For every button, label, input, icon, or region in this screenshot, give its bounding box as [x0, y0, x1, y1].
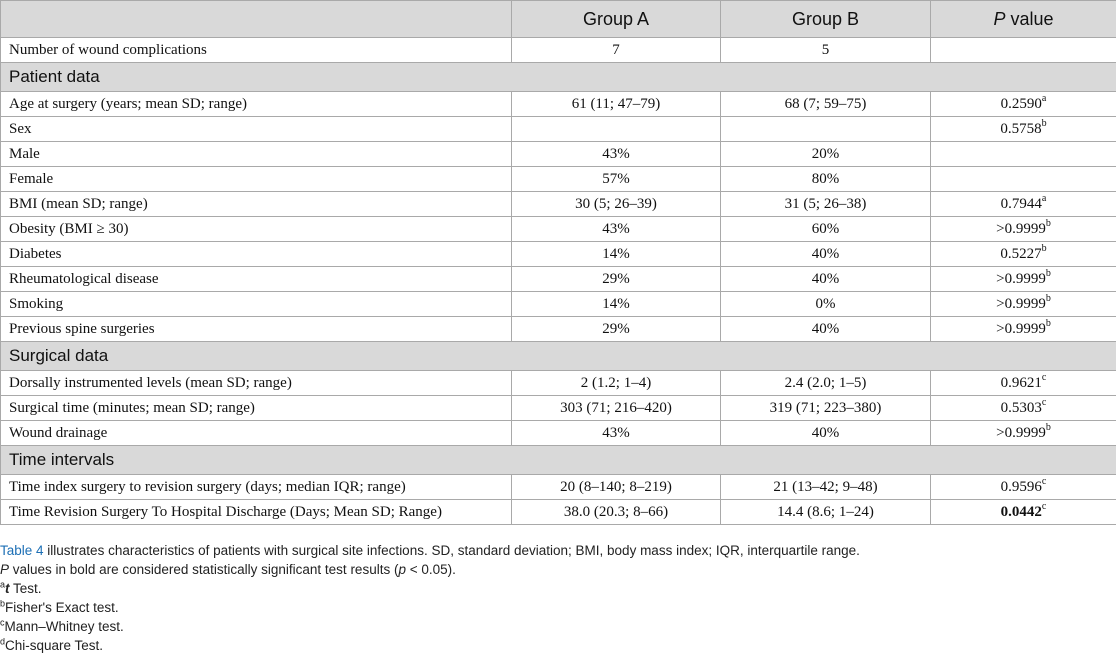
section-row [1, 342, 1116, 371]
p-value-cell [931, 217, 1116, 242]
group-b-value: 14.4 (8.6; 1–24) [721, 500, 931, 525]
p-value-footnote-mark: a [1041, 193, 1047, 204]
group-b-value: 68 (7; 59–75) [721, 92, 931, 117]
group-a-value: 303 (71; 216–420) [512, 396, 721, 421]
table-body [1, 38, 1116, 525]
row-label: Diabetes [1, 242, 512, 267]
header-group-b: Group B [721, 1, 931, 38]
group-b-value [721, 117, 931, 142]
p-value-cell [931, 92, 1116, 117]
row-label: Previous spine surgeries [1, 317, 512, 342]
footnote-b [0, 598, 1110, 617]
table-reference-link[interactable]: Table 4 [0, 543, 44, 558]
p-value-footnote-mark: b [1041, 118, 1047, 129]
significance-note-p: P [0, 562, 10, 577]
p-value: 0.2590 [1000, 96, 1042, 112]
header-group-a: Group A [512, 1, 721, 38]
p-value-footnote-mark: c [1041, 372, 1047, 383]
section-title: Time intervals [1, 446, 1116, 475]
p-value-footnote-mark: b [1045, 268, 1051, 279]
group-a-value: 57% [512, 167, 721, 192]
section-row [1, 63, 1116, 92]
p-value-footnote-mark: a [1041, 93, 1047, 104]
p-value-footnote-mark: b [1045, 218, 1051, 229]
p-value: 0.9596 [1000, 479, 1042, 495]
table-row [1, 192, 1116, 217]
significance-note-end: < 0.05). [405, 562, 456, 577]
table-row [1, 242, 1116, 267]
p-value-cell [931, 192, 1116, 217]
p-value: 0.5227 [1000, 246, 1042, 262]
p-value-cell [931, 292, 1116, 317]
group-b-value: 21 (13–42; 9–48) [721, 475, 931, 500]
footnote-a-t: t [5, 581, 10, 596]
row-label: Wound drainage [1, 421, 512, 446]
p-value-footnote-mark: b [1041, 243, 1047, 254]
p-value: >0.9999 [996, 425, 1046, 441]
footnote-d [0, 636, 1110, 655]
group-a-value: 38.0 (20.3; 8–66) [512, 500, 721, 525]
group-a-value: 29% [512, 317, 721, 342]
p-value-cell [931, 371, 1116, 396]
group-b-value: 40% [721, 242, 931, 267]
header-p-suffix: value [1005, 9, 1054, 29]
group-b-value: 5 [721, 38, 931, 63]
p-value-cell [931, 142, 1116, 167]
group-a-value: 14% [512, 292, 721, 317]
p-value: >0.9999 [996, 296, 1046, 312]
p-value-cell [931, 500, 1116, 525]
table-row [1, 38, 1116, 63]
footnote-a-text: Test. [9, 581, 42, 596]
table-row [1, 317, 1116, 342]
group-a-value [512, 117, 721, 142]
group-a-value: 30 (5; 26–39) [512, 192, 721, 217]
section-row [1, 446, 1116, 475]
group-a-value: 29% [512, 267, 721, 292]
p-value-cell [931, 317, 1116, 342]
row-label: Age at surgery (years; mean SD; range) [1, 92, 512, 117]
row-label: Time Revision Surgery To Hospital Discharge (Days; Mean SD; Range) [1, 500, 512, 525]
footnote-d-text: Chi-square Test. [5, 638, 104, 653]
caption-text: illustrates characteristics of patients with surgical site infections. SD, standard deviation; BMI, body mass index; IQR, interquartile range. [43, 543, 860, 558]
group-b-value: 2.4 (2.0; 1–5) [721, 371, 931, 396]
row-label: Male [1, 142, 512, 167]
p-value-footnote-mark: b [1045, 293, 1051, 304]
row-label: Smoking [1, 292, 512, 317]
p-value: 0.7944 [1000, 196, 1042, 212]
section-title: Surgical data [1, 342, 1116, 371]
table-row [1, 217, 1116, 242]
p-value-cell [931, 421, 1116, 446]
table-caption [0, 541, 1110, 560]
row-label: Surgical time (minutes; mean SD; range) [1, 396, 512, 421]
header-p-letter: P [993, 9, 1006, 29]
group-a-value: 43% [512, 421, 721, 446]
p-value: 0.0442 [1000, 504, 1042, 520]
significance-note-mid: values in bold are considered statistically significant test results ( [9, 562, 399, 577]
row-label: Obesity (BMI ≥ 30) [1, 217, 512, 242]
table-row [1, 475, 1116, 500]
group-a-value: 7 [512, 38, 721, 63]
significance-note-p2: p [398, 562, 406, 577]
p-value: >0.9999 [996, 321, 1046, 337]
row-label: Female [1, 167, 512, 192]
table-row [1, 167, 1116, 192]
footnote-b-mark: b [0, 598, 6, 609]
p-value-cell [931, 396, 1116, 421]
footnote-c-text: Mann–Whitney test. [4, 619, 124, 634]
group-b-value: 40% [721, 317, 931, 342]
table-row [1, 371, 1116, 396]
row-label: BMI (mean SD; range) [1, 192, 512, 217]
group-b-value: 60% [721, 217, 931, 242]
table-row [1, 142, 1116, 167]
p-value-cell [931, 267, 1116, 292]
table-header-row [1, 1, 1116, 38]
p-value: >0.9999 [996, 271, 1046, 287]
p-value-footnote-mark: b [1045, 422, 1051, 433]
p-value: 0.5758 [1000, 121, 1042, 137]
group-b-value: 20% [721, 142, 931, 167]
p-value-cell [931, 475, 1116, 500]
group-b-value: 31 (5; 26–38) [721, 192, 931, 217]
row-label: Sex [1, 117, 512, 142]
p-value: 0.5303 [1000, 400, 1042, 416]
section-title: Patient data [1, 63, 1116, 92]
p-value: 0.9621 [1000, 375, 1042, 391]
group-a-value: 20 (8–140; 8–219) [512, 475, 721, 500]
table-row [1, 292, 1116, 317]
group-a-value: 43% [512, 142, 721, 167]
group-b-value: 40% [721, 421, 931, 446]
significance-note [0, 560, 1110, 579]
footnote-a [0, 579, 1110, 598]
group-a-value: 43% [512, 217, 721, 242]
group-b-value: 319 (71; 223–380) [721, 396, 931, 421]
p-value-cell [931, 38, 1116, 63]
table-notes [0, 541, 1110, 655]
p-value-footnote-mark: c [1041, 476, 1047, 487]
footnote-c [0, 617, 1110, 636]
group-b-value: 0% [721, 292, 931, 317]
group-a-value: 61 (11; 47–79) [512, 92, 721, 117]
group-b-value: 80% [721, 167, 931, 192]
group-a-value: 2 (1.2; 1–4) [512, 371, 721, 396]
header-blank [1, 1, 512, 38]
table-row [1, 117, 1116, 142]
table-row [1, 92, 1116, 117]
row-label: Number of wound complications [1, 38, 512, 63]
p-value-footnote-mark: c [1041, 501, 1047, 512]
footnote-a-mark: a [0, 579, 6, 590]
table-row [1, 500, 1116, 525]
table-row [1, 421, 1116, 446]
row-label: Rheumatological disease [1, 267, 512, 292]
p-value-cell [931, 242, 1116, 267]
footnote-b-text: Fisher's Exact test. [5, 600, 119, 615]
p-value-cell [931, 167, 1116, 192]
p-value-footnote-mark: b [1045, 318, 1051, 329]
footnote-d-mark: d [0, 636, 6, 647]
p-value-footnote-mark: c [1041, 397, 1047, 408]
group-b-value: 40% [721, 267, 931, 292]
row-label: Time index surgery to revision surgery (days; median IQR; range) [1, 475, 512, 500]
table-row [1, 396, 1116, 421]
p-value: >0.9999 [996, 221, 1046, 237]
footnote-c-mark: c [0, 617, 5, 628]
header-p-value [931, 1, 1116, 38]
p-value-cell [931, 117, 1116, 142]
group-a-value: 14% [512, 242, 721, 267]
table-row [1, 267, 1116, 292]
row-label: Dorsally instrumented levels (mean SD; range) [1, 371, 512, 396]
